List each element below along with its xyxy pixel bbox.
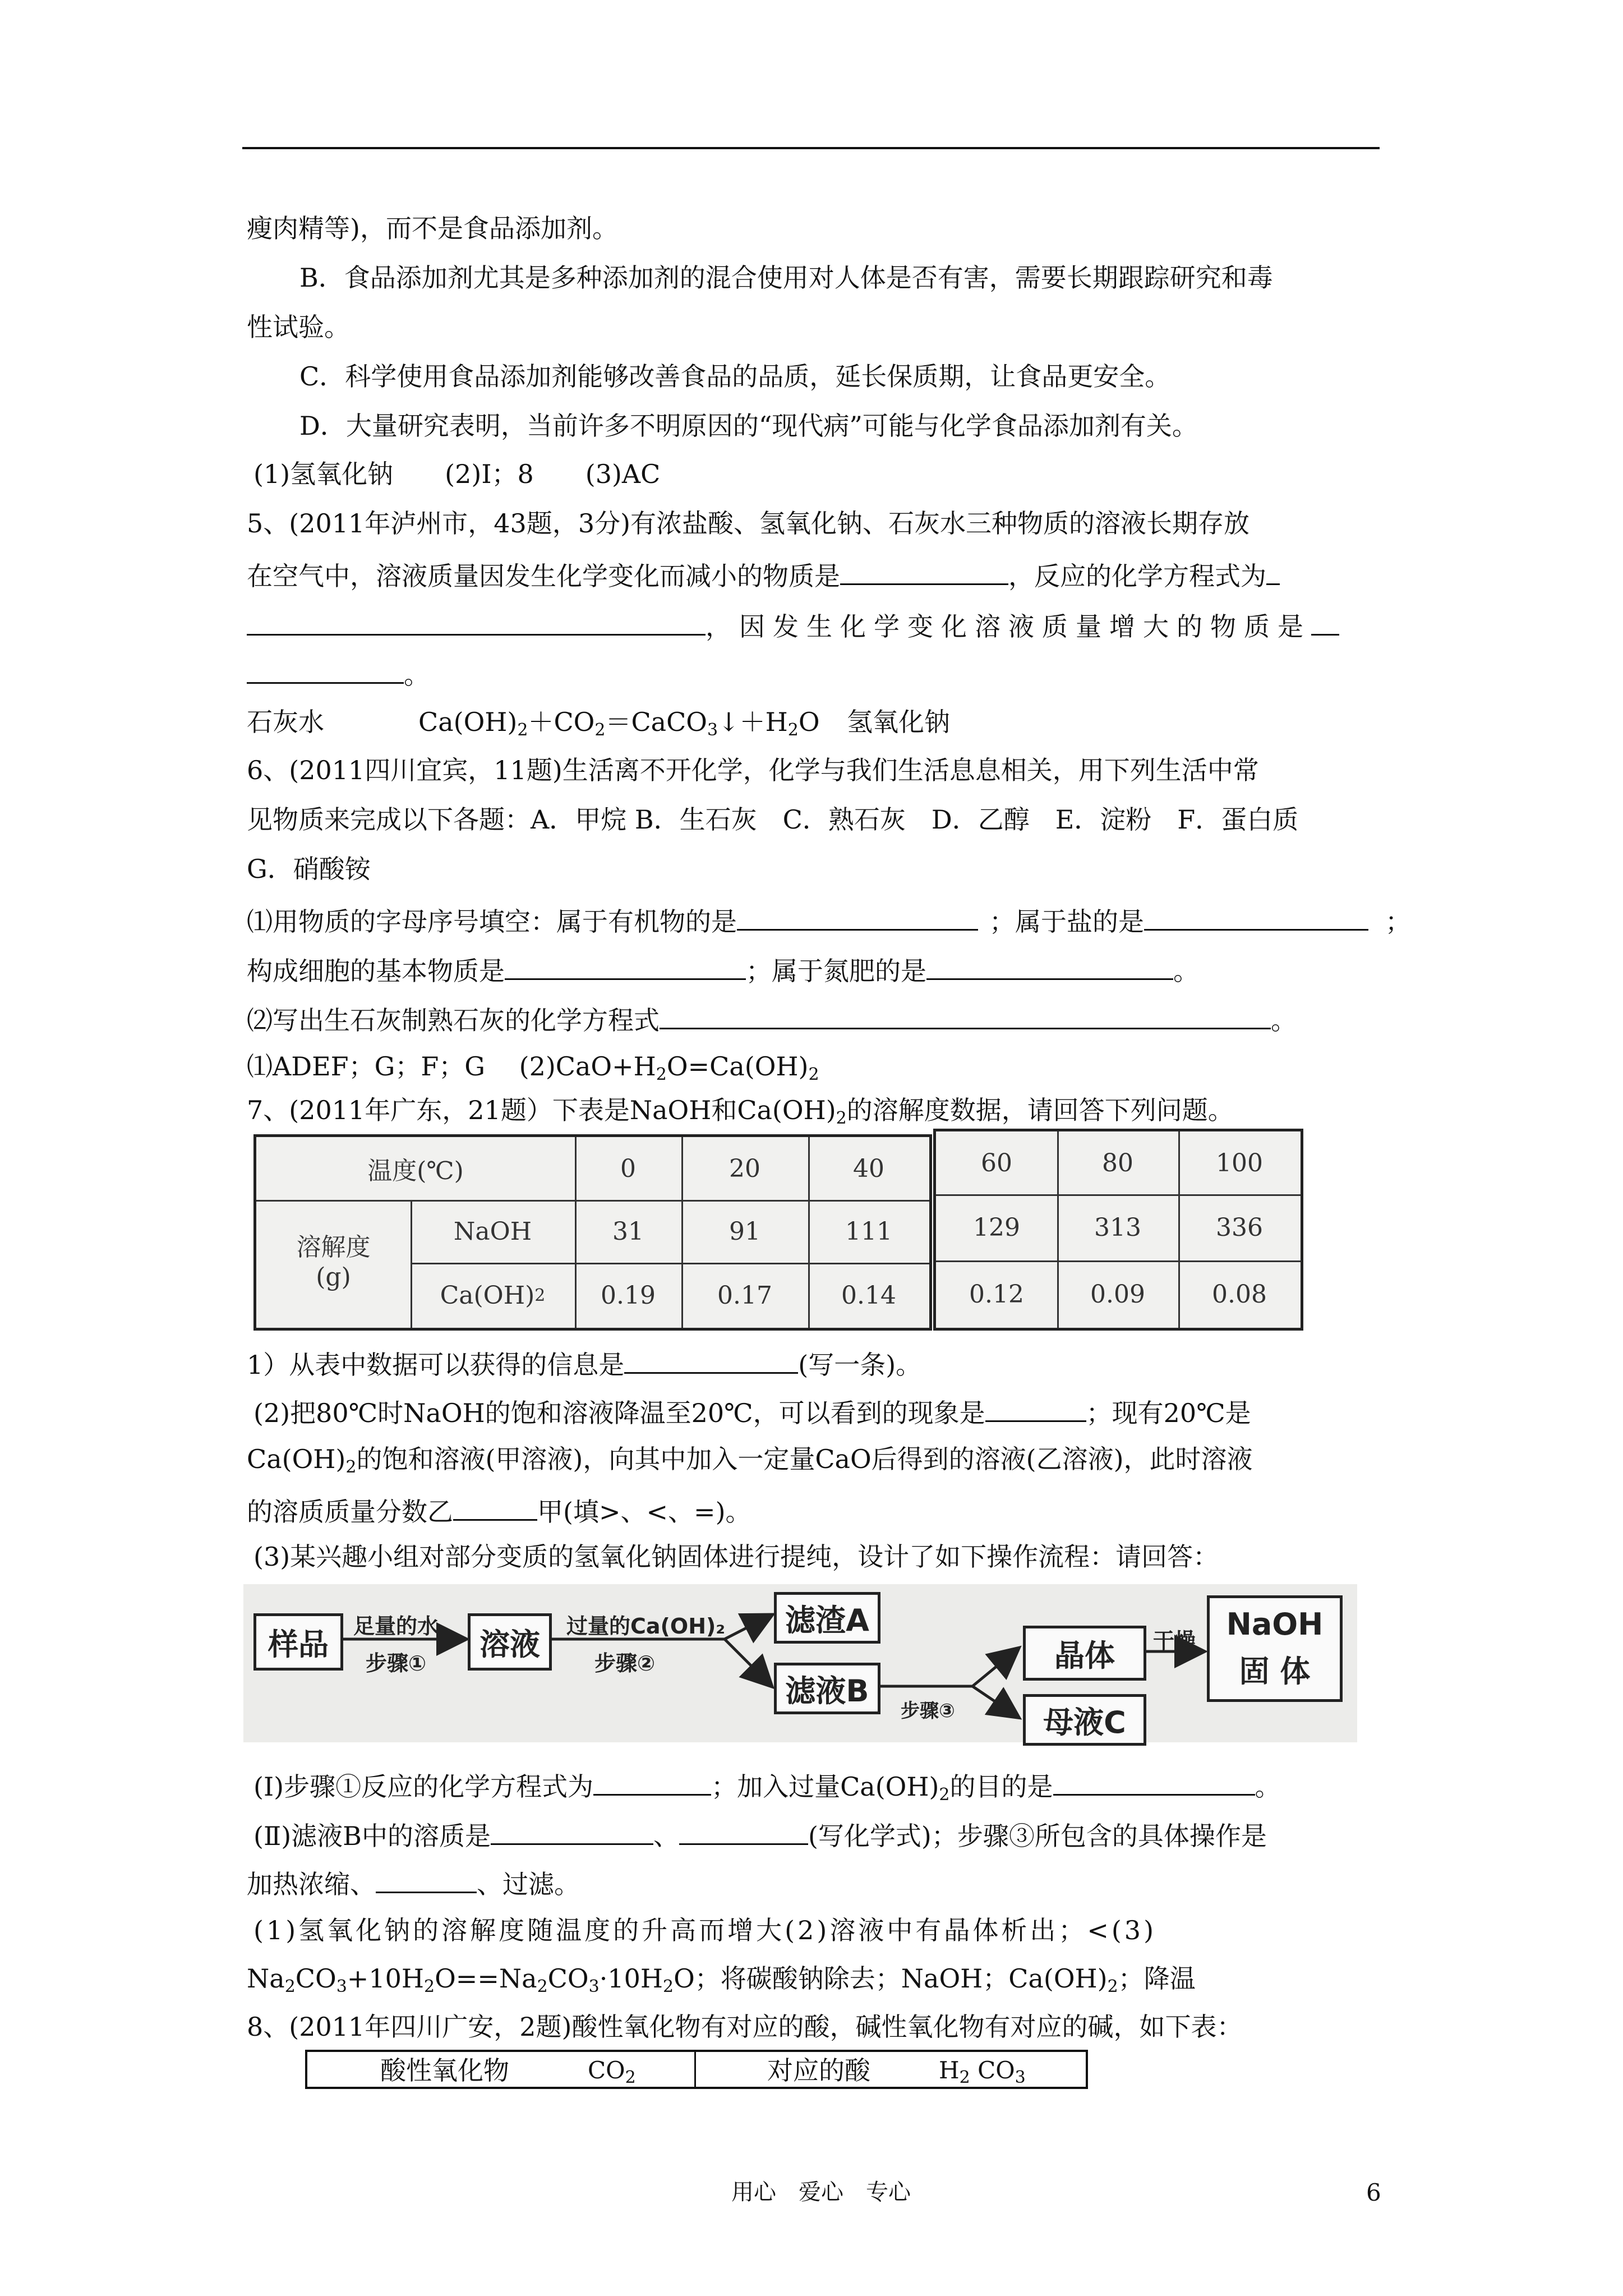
sub: 2 <box>939 1785 950 1805</box>
flow-water-label: 足量的水 <box>353 1614 439 1639</box>
acid-header: 对应的酸 <box>767 2055 870 2086</box>
temp-60: 60 <box>981 1148 1012 1177</box>
caoh-text: Ca(OH) <box>440 1281 535 1310</box>
q5-text: 在空气中，溶液质量因发生化学变化而减小的物质是 <box>247 561 840 591</box>
caoh-label <box>411 1263 575 1328</box>
sub: 2 <box>345 1457 357 1477</box>
q6-line2: 见物质来完成以下各题：A．甲烷 B．生石灰 C．熟石灰 D．乙醇 E．淀粉 F．蛋白质 <box>247 804 1299 835</box>
sub: 2 <box>787 720 799 740</box>
q7-text: (写化学式)；步骤③所包含的具体操作是 <box>808 1821 1267 1851</box>
sub: 2 <box>537 1977 548 1996</box>
sub: 2 <box>594 720 606 740</box>
ans: O=Ca(OH) <box>666 1051 809 1082</box>
sub: 3 <box>588 1977 600 1996</box>
sub: 2 <box>836 1108 847 1128</box>
q6-text: ； <box>1385 907 1411 937</box>
eq: CO <box>295 1963 336 1994</box>
q7-i <box>253 1770 1281 1803</box>
eq: CO <box>547 1963 589 1994</box>
q7-text: (2)把80℃时NaOH的饱和溶液降温至20℃，可以看到的现象是 <box>253 1398 985 1428</box>
q6-line5 <box>247 955 1199 984</box>
q5-line2 <box>247 560 1280 589</box>
q5-answer-a: 石灰水 <box>247 707 324 737</box>
q6-text: 。 <box>1173 956 1199 986</box>
solid-text: 固 体 <box>1239 1654 1311 1689</box>
temp-100: 100 <box>1216 1148 1263 1177</box>
temp-20: 20 <box>729 1154 760 1183</box>
answer-blank[interactable] <box>593 1770 711 1796</box>
q7-text: (写一条)。 <box>798 1350 922 1380</box>
option-d: D．大量研究表明，当前许多不明原因的“现代病”可能与化学食品添加剂有关。 <box>299 411 1198 441</box>
naoh-0: 31 <box>612 1217 644 1246</box>
q7-text: 7、(2011年广东，21题）下表是NaOH和Ca(OH) <box>247 1095 836 1125</box>
q7-text: 。 <box>1255 1772 1281 1802</box>
unit-label: (g) <box>316 1263 351 1291</box>
naoh-100: 336 <box>1216 1213 1263 1242</box>
q7-text: (Ⅱ)滤液B中的溶质是 <box>253 1821 491 1851</box>
q7-answer-line2 <box>247 1963 1196 1996</box>
answer-blank[interactable] <box>1053 1770 1255 1796</box>
q7-ii <box>253 1820 1267 1849</box>
solubility-table-left <box>253 1134 932 1331</box>
q6-text: ⑵写出生石灰制熟石灰的化学方程式 <box>247 1005 660 1036</box>
q5-text: 。 <box>404 660 430 690</box>
temp-header: 温度(℃) <box>367 1157 464 1185</box>
eq: Na <box>247 1963 285 1994</box>
answer-blank[interactable] <box>247 659 404 684</box>
oxide-co2 <box>588 2056 636 2087</box>
q6-answer <box>247 1053 819 1083</box>
eq: Ca(OH) <box>418 707 518 737</box>
temp-80: 80 <box>1102 1148 1133 1177</box>
answer-blank[interactable] <box>505 955 746 980</box>
q6-line6 <box>247 1004 1297 1036</box>
q6-line4 <box>247 905 1411 935</box>
flow-diagram <box>243 1584 1357 1742</box>
table-rule <box>694 2052 696 2087</box>
q6-text: ⑴用物质的字母序号填空：属于有机物的是 <box>247 907 737 937</box>
q6-text: ；属于氮肥的是 <box>746 956 926 986</box>
q6-text: 构成细胞的基本物质是 <box>247 956 505 986</box>
q5-text: ，反应的化学方程式为 <box>1008 561 1266 591</box>
caoh-80: 0.09 <box>1090 1280 1145 1309</box>
answer-blank[interactable] <box>491 1820 653 1845</box>
eq: O <box>798 707 820 737</box>
flow-naoh-solid <box>1207 1595 1343 1702</box>
eq: ↓＋H <box>718 707 788 737</box>
q5-line3 <box>247 610 1339 642</box>
eq: ＝CaCO <box>605 707 707 737</box>
caoh-0: 0.19 <box>601 1281 656 1310</box>
footer-slogan: 用心 爱心 专心 <box>731 2179 911 2205</box>
q7-text: 的溶质质量分数乙 <box>247 1497 453 1527</box>
naoh-60: 129 <box>973 1213 1020 1242</box>
sub: 2 <box>625 2068 636 2087</box>
q7-sub2 <box>253 1397 1251 1426</box>
sub: 2 <box>284 1977 296 1996</box>
q7-text: 1）从表中数据可以获得的信息是 <box>247 1350 625 1380</box>
q5-answer-equation <box>418 709 820 739</box>
oxide-table <box>305 2050 1088 2089</box>
flow-step1: 步骤① <box>366 1651 427 1676</box>
answer-blank[interactable] <box>679 1820 808 1845</box>
q5-text: ，因发生化学变化溶液质量增大的物质是 <box>706 611 1311 642</box>
flow-step2: 步骤② <box>594 1651 656 1676</box>
q6-line3: G．硝酸铵 <box>247 854 371 884</box>
q5-line1: 5、(2011年泸州市，43题，3分)有浓盐酸、氢氧化钠、石灰水三种物质的溶液长期存放 <box>247 508 1250 539</box>
flow-dry-label: 干燥 <box>1153 1628 1196 1653</box>
q7-text: ；加入过量Ca(OH) <box>711 1772 939 1802</box>
co2-text: CO <box>588 2056 625 2084</box>
q7-text: 、 <box>653 1821 679 1851</box>
sub: 3 <box>707 720 718 740</box>
answer-blank[interactable] <box>376 1868 477 1893</box>
q7-sub3: (3)某兴趣小组对部分变质的氢氧化钠固体进行提纯，设计了如下操作流程：请回答： <box>253 1542 1219 1572</box>
solubility-table-right <box>933 1129 1303 1331</box>
solubility-label: 溶解度 <box>296 1233 371 1262</box>
text-line: 瘦肉精等)，而不是食品添加剂。 <box>247 213 618 243</box>
flow-ca-label: 过量的Ca(OH)₂ <box>566 1614 726 1639</box>
sub: 2 <box>1107 1977 1118 1996</box>
answer-blank[interactable] <box>660 1004 1271 1029</box>
q7-text: 的饱和溶液(甲溶液)，向其中加入一定量CaO后得到的溶液(乙溶液)，此时溶液 <box>356 1444 1253 1474</box>
sub: 2 <box>959 2068 970 2087</box>
q7-text: 的溶解度数据，请回答下列问题。 <box>846 1095 1234 1125</box>
answer-blank[interactable] <box>624 1349 798 1374</box>
naoh-label: NaOH <box>453 1217 532 1246</box>
sub: 2 <box>424 1977 435 1996</box>
oxide-header: 酸性氧化物 <box>380 2055 509 2086</box>
temp-0: 0 <box>620 1154 636 1183</box>
q6-text: 。 <box>1271 1005 1297 1036</box>
flow-residue-a: 滤渣A <box>774 1592 880 1644</box>
option-b: B．食品添加剂尤其是多种添加剂的混合使用对人体是否有害，需要长期跟踪研究和毒 <box>299 263 1273 293</box>
sub: 2 <box>662 1977 674 1996</box>
option-b-cont: 性试验。 <box>247 312 350 342</box>
caoh-100: 0.08 <box>1212 1280 1267 1309</box>
option-c: C．科学使用食品添加剂能够改善食品的品质，延长保质期，让食品更安全。 <box>299 361 1171 392</box>
naoh-text: NaOH <box>1226 1607 1324 1642</box>
flow-mother-liquor-c: 母液C <box>1023 1694 1146 1746</box>
page-number: 6 <box>1366 2179 1381 2206</box>
ans: ⑴ADEF；G；F；G (2)CaO+H <box>247 1051 656 1082</box>
eq: O==Na <box>435 1963 537 1994</box>
sub: 2 <box>517 720 528 740</box>
eq: O；将碳酸钠除去；NaOH；Ca(OH) <box>674 1963 1108 1994</box>
answer-blank[interactable] <box>840 560 1008 585</box>
header-rule <box>242 147 1380 149</box>
temp-40: 40 <box>853 1154 884 1183</box>
q7-text: 加热浓缩、 <box>247 1869 376 1899</box>
q7-text: 、过滤。 <box>477 1869 580 1899</box>
q7-answer-line1: (1)氢氧化钠的溶解度随温度的升高而增大(2)溶液中有晶体析出；<(3) <box>253 1915 1157 1945</box>
q7-sub2-line3 <box>247 1496 751 1525</box>
answer-blank[interactable] <box>985 1397 1086 1422</box>
caoh-40: 0.14 <box>841 1281 896 1310</box>
q7-line1 <box>247 1097 1234 1127</box>
answer-blank[interactable] <box>737 905 978 931</box>
q8-line1: 8、(2011年四川广安，2题)酸性氧化物有对应的酸，碱性氧化物有对应的碱，如下表： <box>247 2012 1243 2042</box>
sub: 2 <box>534 1285 546 1305</box>
q5-answer-c: 氢氧化钠 <box>847 707 950 737</box>
answer-blank[interactable] <box>1311 610 1339 636</box>
sub: 3 <box>1015 2068 1026 2087</box>
q7-ii-line2 <box>247 1868 580 1897</box>
q7-text: (Ⅰ)步骤①反应的化学方程式为 <box>253 1772 594 1802</box>
flow-step3: 步骤③ <box>901 1700 955 1722</box>
h2co3-text: H <box>939 2056 960 2084</box>
sub: 3 <box>336 1977 347 1996</box>
naoh-80: 313 <box>1094 1213 1141 1242</box>
h2co3-text: CO <box>970 2056 1015 2084</box>
eq: ＋CO <box>528 707 595 737</box>
naoh-20: 91 <box>729 1217 760 1246</box>
q7-text: 甲(填>、<、=)。 <box>537 1497 751 1527</box>
answer-blank[interactable] <box>1266 560 1280 585</box>
answer-blank[interactable] <box>453 1496 537 1521</box>
answer-blank[interactable] <box>926 955 1173 980</box>
sub: 2 <box>808 1065 819 1084</box>
flow-crystal: 晶体 <box>1023 1626 1146 1681</box>
caoh-20: 0.17 <box>717 1281 772 1310</box>
eq: ·10H <box>599 1963 663 1994</box>
q7-sub1 <box>247 1349 921 1378</box>
q7-text: Ca(OH) <box>247 1444 346 1474</box>
answer-blank[interactable] <box>247 610 706 636</box>
naoh-40: 111 <box>845 1217 892 1246</box>
caoh-60: 0.12 <box>969 1280 1024 1309</box>
answer-blank[interactable] <box>1144 905 1368 931</box>
q7-text: 的目的是 <box>949 1772 1053 1802</box>
eq: +10H <box>347 1963 424 1994</box>
flow-sample: 样品 <box>253 1613 343 1671</box>
flow-filtrate-b: 滤液B <box>774 1663 880 1714</box>
q6-text: ；属于盐的是 <box>989 907 1144 937</box>
q7-sub2-line2 <box>247 1446 1253 1476</box>
q6-line1: 6、(2011四川宜宾，11题)生活离不开化学，化学与我们生活息息相关，用下列生活中常 <box>247 755 1259 785</box>
answer-4: (1)氢氧化钠 (2)I；8 (3)AC <box>253 459 661 489</box>
q5-line4 <box>247 659 430 688</box>
flow-solution: 溶液 <box>468 1613 552 1671</box>
eq: ；降温 <box>1118 1963 1196 1994</box>
q7-text: ；现有20℃是 <box>1086 1398 1251 1428</box>
sub: 2 <box>656 1065 667 1084</box>
acid-h2co3 <box>939 2056 1026 2087</box>
